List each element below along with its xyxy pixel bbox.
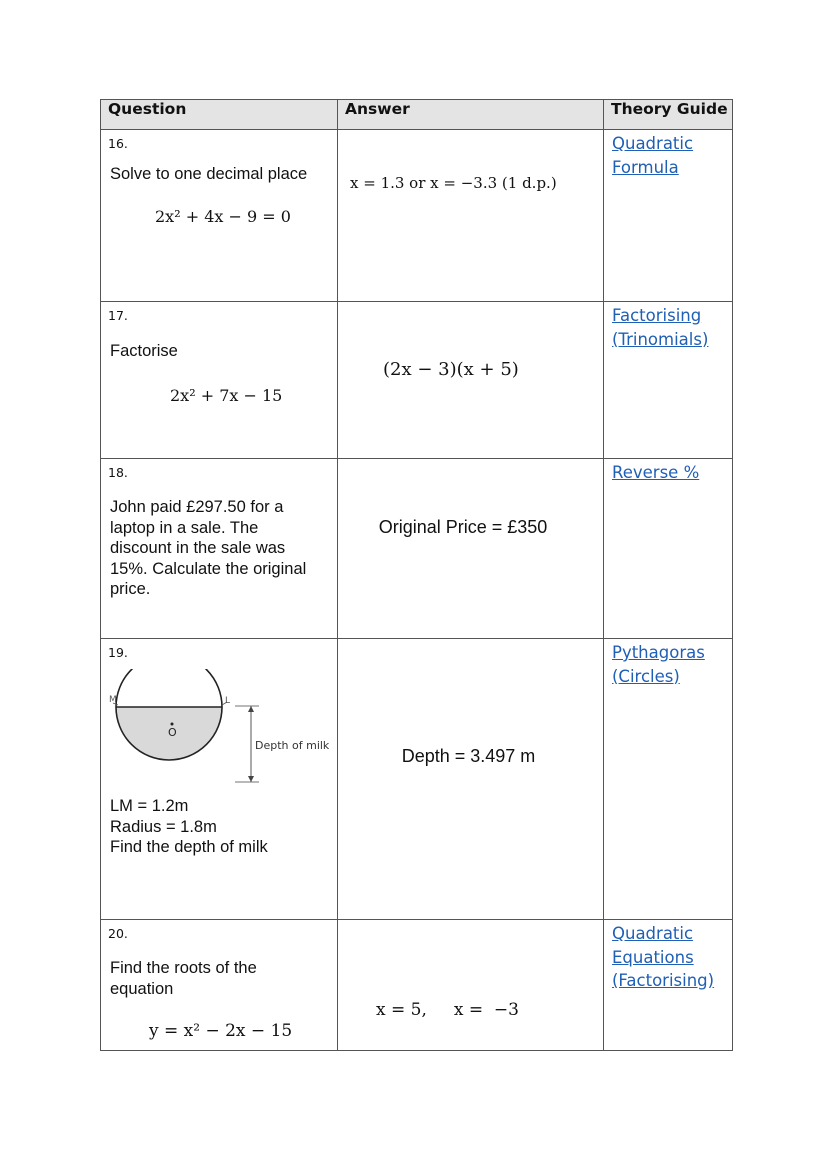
depth-arrowhead-top [248, 706, 254, 712]
guide-link-line[interactable]: (Circles) [612, 666, 680, 686]
table-row [101, 130, 733, 302]
guide-link-pythagoras-circles[interactable] [612, 641, 705, 688]
question-text: Factorise [110, 342, 178, 360]
question-line: discount in the sale was [110, 539, 286, 557]
header-row [101, 100, 733, 130]
guide-link-line[interactable]: Quadratic [612, 134, 694, 153]
guide-link-line[interactable]: Factorising [612, 306, 702, 325]
guide-link-line[interactable]: (Factorising) [612, 971, 715, 990]
guide-cell [604, 920, 733, 1051]
answer-text: x = 1.3 or x = −3.3 (1 d.p.) [350, 174, 557, 192]
answer-text: x = 5, x = −3 [376, 1000, 519, 1020]
answer-cell [338, 130, 604, 302]
answer-cell [338, 920, 604, 1051]
question-line: 15%. Calculate the original [110, 559, 307, 578]
question-number: 20. [108, 926, 128, 941]
label-o: O [168, 726, 177, 739]
question-cell [101, 302, 338, 459]
header-answer: Answer [338, 100, 604, 130]
question-equation: y = x² − 2x − 15 [149, 1021, 293, 1041]
label-m: M [109, 695, 117, 705]
question-cell [101, 130, 338, 302]
question-cell [101, 459, 338, 639]
question-line: Radius = 1.8m [110, 817, 217, 836]
question-number: 16. [108, 136, 128, 151]
guide-link-line[interactable]: (Trinomials) [612, 329, 709, 349]
question-line: price. [110, 580, 151, 598]
question-line: equation [110, 979, 174, 998]
question-number: 18. [108, 465, 128, 480]
guide-cell [604, 639, 733, 920]
question-text-block [110, 796, 268, 858]
question-cell [101, 639, 338, 920]
guide-link-line[interactable]: Equations [612, 947, 694, 967]
question-text-block [110, 497, 306, 600]
depth-arrowhead-bottom [248, 776, 254, 782]
question-text: Solve to one decimal place [110, 165, 308, 183]
guide-link-quadratic-formula[interactable] [612, 132, 693, 179]
worksheet-table [100, 99, 733, 1051]
guide-link-reverse-percent[interactable] [612, 461, 699, 485]
question-number: 17. [108, 308, 128, 323]
header-theory-guide: Theory Guide [604, 100, 733, 130]
question-text-block [110, 958, 257, 999]
question-line: laptop in a sale. The [110, 518, 259, 537]
question-equation: 2x² + 4x − 9 = 0 [155, 207, 291, 226]
question-line: Find the roots of the [110, 959, 257, 977]
label-l: L [225, 696, 231, 706]
guide-cell [604, 302, 733, 459]
guide-cell [604, 130, 733, 302]
question-equation: 2x² + 7x − 15 [170, 386, 283, 405]
question-cell [101, 920, 338, 1051]
table-row [101, 920, 733, 1051]
answer-text: Original Price = £350 [378, 517, 548, 537]
question-line: Find the depth of milk [110, 838, 268, 856]
question-line: LM = 1.2m [110, 797, 189, 815]
guide-cell [604, 459, 733, 639]
guide-link-line[interactable]: Formula [612, 157, 679, 177]
answer-cell [338, 639, 604, 920]
guide-link-quadratic-equations-factorising[interactable] [612, 922, 714, 993]
answer-text: Depth = 3.497 m [401, 746, 536, 766]
answer-cell [338, 302, 604, 459]
depth-of-milk-label: Depth of milk [255, 739, 330, 752]
question-number: 19. [108, 645, 128, 660]
guide-link-factorising-trinomials[interactable] [612, 304, 708, 351]
table-row [101, 639, 733, 920]
table-row [101, 302, 733, 459]
guide-link-line[interactable]: Quadratic [612, 924, 694, 943]
answer-text: (2x − 3)(x + 5) [383, 359, 519, 380]
header-question: Question [101, 100, 338, 130]
question-line: John paid £297.50 for a [110, 498, 284, 516]
guide-link-line[interactable]: Pythagoras [612, 643, 705, 662]
guide-link-line[interactable]: Reverse % [612, 463, 700, 482]
table-row [101, 459, 733, 639]
answer-cell [338, 459, 604, 639]
